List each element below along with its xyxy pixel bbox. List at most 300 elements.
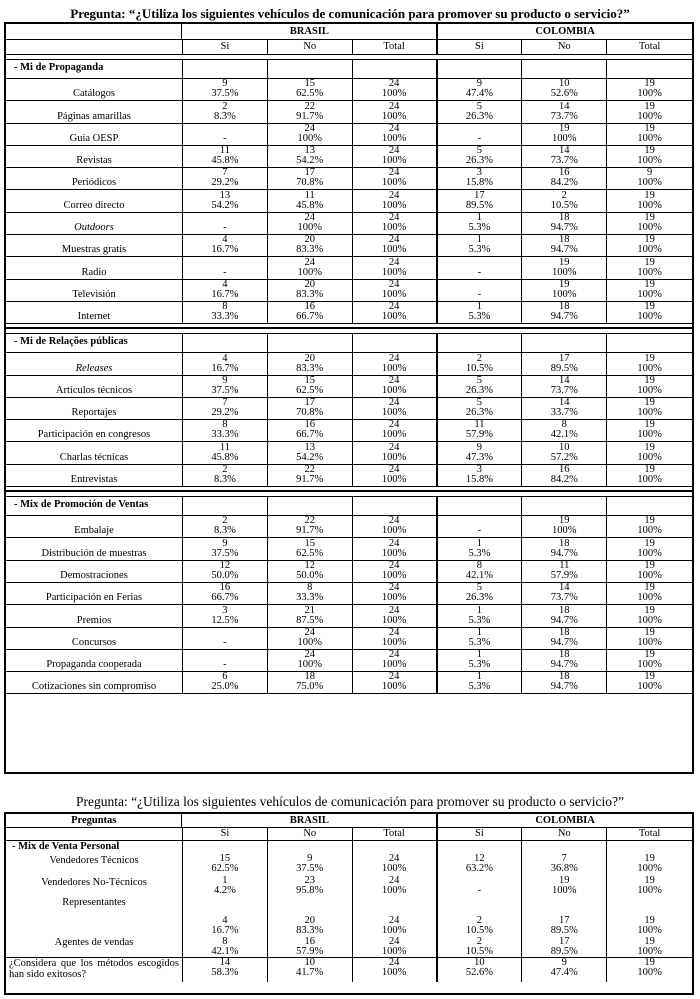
cell-line: 24 (388, 145, 400, 157)
cell-bno (268, 101, 353, 122)
row-label-text: Concursos (71, 636, 117, 648)
cell-line: 62.5% (296, 547, 324, 559)
cell-line: 19 (559, 875, 570, 886)
cell-line: 2 (476, 352, 483, 364)
row-label-text: Páginas amarillas (57, 110, 131, 122)
cell-line: 95.8% (296, 885, 324, 896)
cell-csi (438, 302, 523, 323)
cell-ct (607, 213, 692, 234)
empty-cell (522, 60, 607, 78)
cell-line: 91.7% (296, 110, 324, 122)
cell-line: 18 (559, 537, 570, 549)
cell-csi (438, 442, 523, 463)
cell-cno (522, 235, 607, 256)
cell-bno (268, 672, 353, 693)
cell-line: 19 (644, 419, 655, 431)
cell-csi (438, 538, 523, 559)
empty-cell (438, 60, 523, 78)
row-label-text: Televisión (72, 288, 116, 300)
row-label-text: Releases (75, 362, 113, 374)
cell-cno (522, 896, 607, 936)
cell-line: 100% (297, 266, 322, 278)
row-label (6, 190, 183, 211)
cell-ct (607, 79, 692, 100)
cell-line: 57.9% (550, 569, 578, 581)
cell-line: 33.7% (550, 407, 578, 419)
cell-line: 100% (381, 967, 407, 978)
table-row (6, 353, 692, 375)
header-no: No (268, 40, 353, 54)
cell-ct (607, 605, 692, 626)
cell-line: 5.3% (468, 222, 491, 234)
empty-cell (607, 334, 692, 352)
cell-line: 14 (559, 582, 570, 594)
row-label-text: Catálogos (72, 88, 115, 100)
cell-bsi (183, 235, 268, 256)
row-label (6, 398, 183, 419)
row-label-text: Revistas (76, 155, 112, 167)
cell-line: 15 (304, 374, 315, 386)
cell-line: 24 (388, 936, 400, 947)
table-row (6, 896, 692, 936)
cell-line: 18 (559, 604, 570, 616)
cell-bsi (183, 420, 268, 441)
cell-line: 6 (222, 671, 228, 683)
row-label-text: Propaganda cooperada (46, 659, 142, 671)
cell-line: 9 (222, 374, 228, 386)
cell-bsi (183, 561, 268, 582)
cell-line: 19 (644, 234, 655, 246)
empty-cell (522, 334, 607, 352)
row-label (6, 516, 183, 537)
cell-ct (607, 168, 692, 189)
row-label (6, 442, 183, 463)
cell-cno (522, 376, 607, 397)
cell-bno (268, 353, 353, 374)
cell-line: 100% (637, 547, 662, 559)
cell-line: 24 (388, 649, 400, 661)
empty-cell (522, 497, 607, 515)
row-label (6, 605, 183, 626)
cell-bno (268, 583, 353, 604)
cell-ct (607, 896, 692, 936)
cell-line: 15 (304, 537, 315, 549)
cell-line: 17 (474, 189, 485, 201)
cell-cno (522, 561, 607, 582)
cell-line: 42.1% (550, 429, 578, 441)
cell-ct (607, 876, 692, 896)
cell-csi (438, 235, 523, 256)
cell-bsi (183, 146, 268, 167)
cell-line: 16.7% (211, 288, 239, 300)
cell-line: 87.5% (296, 614, 324, 626)
cell-line: 8.3% (213, 525, 236, 537)
cell-csi (438, 628, 523, 649)
cell-line: 19 (644, 957, 655, 968)
header-total: Total (638, 828, 661, 839)
cell-line: 73.7% (550, 384, 578, 396)
header-no: No (522, 828, 607, 840)
cell-csi (438, 854, 523, 876)
cell-line: 14 (559, 374, 570, 386)
cell-csi (438, 190, 523, 211)
cell-ct (607, 583, 692, 604)
cell-line: 24 (388, 167, 400, 179)
cell-line: 7 (222, 397, 228, 409)
cell-line: 57.2% (550, 451, 578, 463)
cell-line: 100% (381, 681, 407, 693)
cell-bsi (183, 280, 268, 301)
cell-bno (268, 442, 353, 463)
cell-line: 100% (381, 222, 407, 234)
row-label-text: Artículos técnicos (55, 384, 133, 396)
cell-bno (268, 876, 353, 896)
cell-bno (268, 516, 353, 537)
cell-line: 10 (304, 957, 315, 968)
cell-line: 47.4% (550, 967, 578, 978)
cell-line: - (223, 266, 227, 278)
cell-line: 19 (644, 78, 655, 90)
cell-line: 24 (304, 626, 315, 638)
row-label (6, 257, 183, 278)
cell-line: 2 (222, 100, 228, 112)
cell-bno (268, 650, 353, 671)
cell-line: 36.8% (550, 863, 578, 874)
cell-line: 100% (381, 946, 407, 957)
cell-line: 100% (381, 384, 407, 396)
cell-line: 29.2% (211, 177, 239, 189)
cell-line: 8 (307, 582, 313, 594)
cell-bno (268, 398, 353, 419)
cell-line: 19 (644, 122, 655, 134)
cell-cno (522, 583, 607, 604)
cell-cno (522, 146, 607, 167)
cell-line: 100% (637, 474, 662, 486)
row-label (6, 538, 183, 559)
cell-line: 8 (476, 559, 483, 571)
row-label-text: Cotizaciones sin compromiso (31, 681, 157, 693)
cell-line: 66.7% (211, 592, 239, 604)
row-label: ¿Considera que los métodos escogidos han sido exitosos? (6, 958, 183, 982)
cell-line: - (477, 266, 482, 278)
header-brasil: BRASIL (182, 24, 438, 39)
cell-line: 19 (644, 604, 655, 616)
cell-csi (438, 650, 523, 671)
cell-line: 4 (222, 915, 228, 926)
cell-csi (438, 168, 523, 189)
cell-line: 45.8% (211, 451, 239, 463)
cell-line: 100% (552, 525, 577, 537)
cell-line: 75.0% (296, 681, 324, 693)
cell-ct (607, 235, 692, 256)
cell-line: 11 (304, 189, 315, 201)
cell-line: 16.7% (211, 362, 239, 374)
cell-line: 100% (637, 925, 662, 936)
row-label-text: Muestras gratis (61, 244, 127, 256)
cell-line: 2 (476, 936, 483, 947)
cell-line: 100% (381, 614, 407, 626)
cell-line: 24 (388, 875, 400, 886)
cell-line: 5.3% (468, 681, 491, 693)
cell-line: 24 (304, 122, 315, 134)
cell-bsi (183, 302, 268, 323)
table-row (6, 876, 692, 896)
cell-line: 24 (388, 515, 400, 527)
cell-line: 3 (476, 464, 483, 476)
cell-line: 5.3% (468, 659, 491, 671)
cell-line: 19 (644, 853, 655, 864)
cell-ct (607, 353, 692, 374)
cell-line: 57.9% (296, 946, 324, 957)
cell-bsi (183, 168, 268, 189)
cell-line: 14 (559, 100, 570, 112)
cell-ct (607, 302, 692, 323)
cell-bno (268, 190, 353, 211)
cell-line: 100% (381, 407, 407, 419)
header-brasil: BRASIL (182, 814, 438, 827)
cell-bt (353, 958, 438, 982)
row-label (6, 101, 183, 122)
cell-line: 16 (559, 167, 570, 179)
cell-bsi (183, 854, 268, 876)
cell-line: 24 (388, 122, 400, 134)
empty-cell (438, 497, 523, 515)
cell-line: 52.6% (465, 967, 493, 978)
table-row (6, 235, 692, 257)
row-label-text: Guía OESP (69, 132, 119, 144)
cell-line: 91.7% (296, 474, 324, 486)
cell-bt (353, 257, 438, 278)
cell-cno (522, 213, 607, 234)
cell-csi (438, 605, 523, 626)
cell-line: 100% (381, 592, 407, 604)
cell-line: 18 (559, 301, 570, 313)
cell-line: 5 (476, 374, 483, 386)
cell-line: 16 (304, 936, 315, 947)
cell-csi (438, 516, 523, 537)
cell-line: 100% (637, 288, 662, 300)
cell-line: 18 (559, 212, 570, 224)
row-label: Vendedores No-Técnicos (6, 876, 183, 896)
cell-line: 100% (637, 407, 662, 419)
cell-line: 94.7% (550, 547, 578, 559)
cell-line: 24 (388, 374, 400, 386)
cell-line: 19 (644, 352, 655, 364)
cell-line: 8 (222, 419, 228, 431)
cell-line: 18 (559, 626, 570, 638)
cell-line: 24 (388, 397, 400, 409)
cell-line: 89.5% (465, 199, 493, 211)
cell-line: 20 (304, 234, 315, 246)
cell-bt (353, 672, 438, 693)
cell-ct (607, 376, 692, 397)
cell-bno (268, 213, 353, 234)
cell-line: 4.2% (213, 885, 236, 896)
cell-line: 89.5% (550, 925, 578, 936)
cell-line: 19 (559, 256, 570, 268)
row-label-text: Demostraciones (60, 569, 128, 581)
cell-line: 24 (388, 957, 400, 968)
cell-line: 94.7% (550, 659, 578, 671)
cell-line: 84.2% (550, 177, 578, 189)
cell-line: 100% (552, 132, 577, 144)
empty-cell (438, 334, 523, 352)
cell-ct (607, 958, 692, 982)
cell-line: 19 (644, 464, 655, 476)
cell-csi (438, 583, 523, 604)
cell-bt (353, 876, 438, 896)
cell-cno (522, 398, 607, 419)
cell-csi (438, 353, 523, 374)
cell-bno (268, 146, 353, 167)
row-label (6, 124, 183, 145)
cell-line: 1 (476, 234, 483, 246)
cell-ct (607, 538, 692, 559)
cell-cno (522, 190, 607, 211)
cell-line: 18 (559, 234, 570, 246)
cell-bsi (183, 936, 268, 957)
cell-cno (522, 854, 607, 876)
cell-csi (438, 561, 523, 582)
cell-line: 24 (388, 464, 400, 476)
cell-cno (522, 353, 607, 374)
row-label-text: Charlas técnicas (59, 451, 129, 463)
table-row (6, 213, 692, 235)
cell-line: 18 (559, 671, 570, 683)
cell-line: 62.5% (211, 863, 239, 874)
cell-line: 5.3% (468, 244, 491, 256)
cell-line: 5 (476, 582, 483, 594)
table-body (6, 55, 692, 694)
cell-line: 37.5% (211, 384, 239, 396)
cell-line: 18 (559, 649, 570, 661)
cell-bt (353, 583, 438, 604)
cell-bt (353, 376, 438, 397)
cell-ct (607, 516, 692, 537)
cell-line: 33.3% (296, 592, 324, 604)
cell-line: 100% (552, 288, 577, 300)
cell-bsi (183, 124, 268, 145)
cell-cno (522, 465, 607, 486)
cell-line: 8 (222, 301, 228, 313)
cell-line: 70.8% (296, 177, 324, 189)
table-row (6, 101, 692, 123)
cell-cno (522, 605, 607, 626)
cell-line: 73.7% (550, 592, 578, 604)
page-title-2: Pregunta: “¿Utiliza los siguientes vehículos de comunicación para promover su producto o servicio?” (75, 794, 625, 809)
cell-line: 100% (381, 863, 407, 874)
section-header-row (6, 497, 692, 516)
cell-line: 100% (381, 88, 407, 100)
cell-line: 7 (561, 853, 567, 864)
cell-line: 100% (381, 244, 407, 256)
cell-line: 100% (297, 222, 322, 234)
row-label-text: Premios (76, 614, 112, 626)
cell-line: 19 (644, 936, 655, 947)
cell-bt (353, 168, 438, 189)
cell-cno (522, 442, 607, 463)
cell-bt (353, 628, 438, 649)
row-label-text: Internet (77, 311, 111, 323)
cell-line: 15 (219, 853, 231, 864)
cell-line: 19 (644, 559, 655, 571)
cell-line: 100% (637, 222, 662, 234)
cell-line: 94.7% (550, 636, 578, 648)
cell-bt (353, 398, 438, 419)
cell-cno (522, 280, 607, 301)
cell-line: 14 (559, 397, 570, 409)
cell-bno (268, 79, 353, 100)
cell-line: 8 (561, 419, 567, 431)
cell-csi (438, 280, 523, 301)
cell-line: 3 (222, 604, 228, 616)
cell-line: 22 (304, 515, 315, 527)
cell-bno (268, 605, 353, 626)
cell-line: 2 (222, 515, 228, 527)
cell-line: 100% (637, 636, 662, 648)
header-columns (6, 828, 692, 841)
cell-line: 24 (388, 352, 400, 364)
cell-line: 100% (297, 132, 322, 144)
cell-line: 19 (644, 875, 655, 886)
cell-bno (268, 958, 353, 982)
row-label-text: Correo directo (63, 199, 125, 211)
cell-ct (607, 124, 692, 145)
cell-ct (607, 146, 692, 167)
cell-line: - (223, 132, 227, 144)
cell-line: 100% (381, 885, 407, 896)
cell-line: 19 (644, 441, 655, 453)
cell-line: 10 (474, 957, 485, 968)
table-row (6, 398, 692, 420)
header-columns (6, 40, 692, 55)
cell-line: 19 (644, 100, 655, 112)
cell-line: 100% (381, 177, 407, 189)
cell-line: 100% (637, 592, 662, 604)
cell-line: 100% (637, 110, 662, 122)
section-header-row (6, 334, 692, 353)
cell-line: 89.5% (550, 946, 578, 957)
cell-line: 29.2% (211, 407, 239, 419)
cell-line: 13 (304, 145, 315, 157)
cell-line: 10.5% (550, 199, 578, 211)
cell-line: 24 (388, 671, 400, 683)
section-header-row (6, 60, 692, 79)
cell-line: 100% (637, 451, 662, 463)
cell-ct (607, 420, 692, 441)
cell-cno (522, 257, 607, 278)
section-title: - Mix de Promoción de Ventas (6, 497, 183, 515)
cell-cno (522, 876, 607, 896)
cell-line: 100% (381, 266, 407, 278)
cell-ct (607, 257, 692, 278)
cell-ct (607, 854, 692, 876)
header-colombia: COLOMBIA (535, 26, 595, 37)
cell-bsi (183, 353, 268, 374)
cell-line: 100% (297, 636, 322, 648)
row-label-text: Reportajes (71, 407, 117, 419)
cell-line: 4 (222, 278, 228, 290)
cell-line: 12 (474, 853, 485, 864)
cell-bsi (183, 650, 268, 671)
cell-line: 100% (637, 132, 662, 144)
cell-line: 37.5% (211, 547, 239, 559)
cell-line: 1 (476, 649, 483, 661)
cell-line: 24 (388, 915, 400, 926)
cell-cno (522, 538, 607, 559)
cell-bno (268, 854, 353, 876)
cell-csi (438, 101, 523, 122)
